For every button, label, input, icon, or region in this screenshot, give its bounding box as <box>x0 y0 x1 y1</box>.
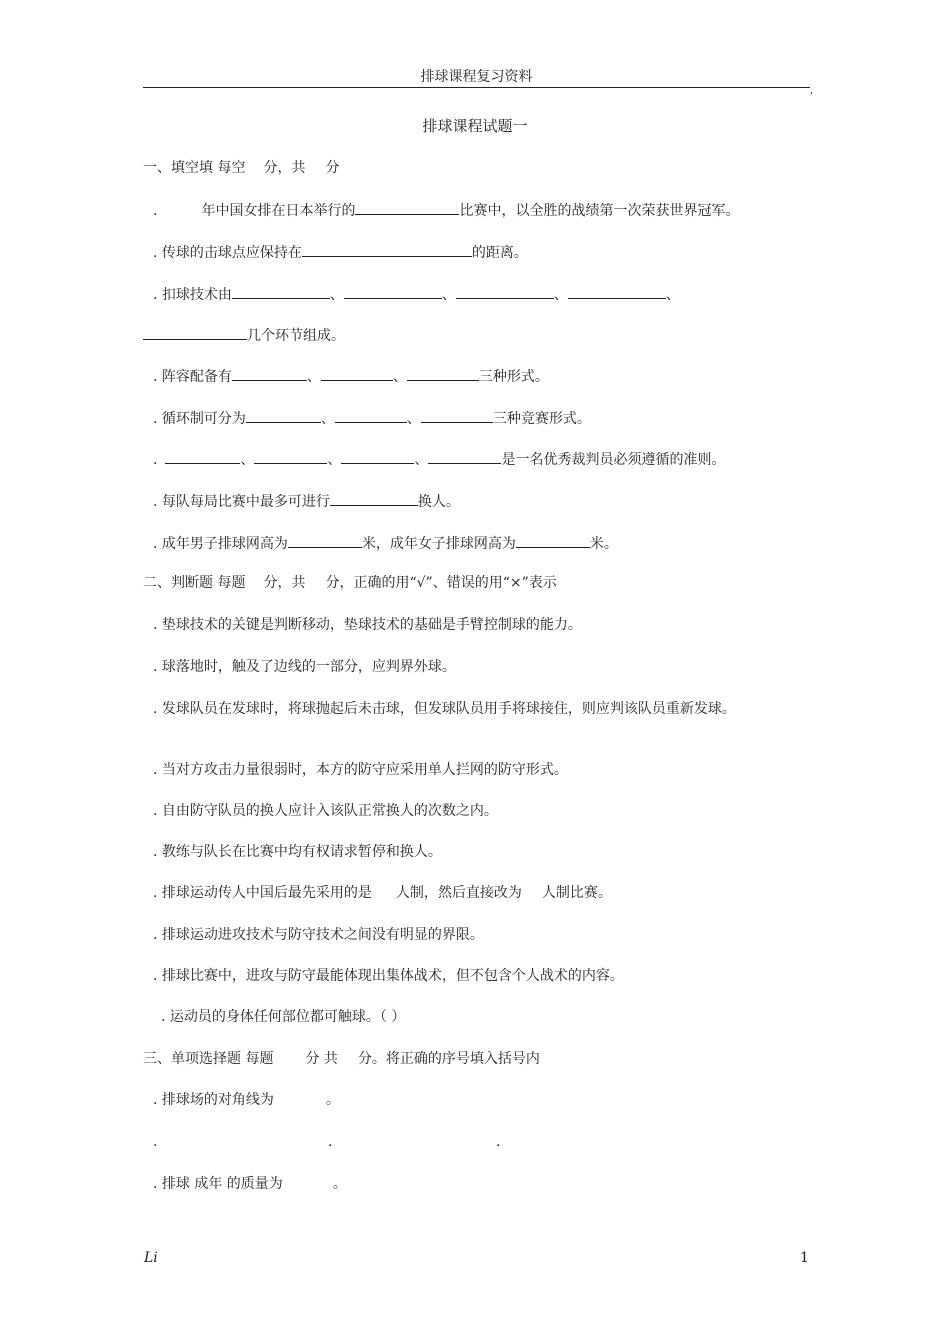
section3-heading-part: 三、单项选择题 每题 <box>143 1051 274 1067</box>
question-text: . 每队每局比赛中最多可进行 <box>153 494 330 510</box>
section2-heading-part: 分，正确的用“√”、错误的用“×”表示 <box>325 575 557 591</box>
section3-heading-part: 分 共 <box>305 1051 338 1067</box>
section1-heading <box>143 158 339 178</box>
question-text: 米。 <box>589 536 618 552</box>
question-text: . 排球场的对角线为 <box>153 1092 274 1108</box>
answer-blank[interactable] <box>232 284 330 299</box>
section1-heading-part: 一、填空填 每空 <box>143 160 246 176</box>
separator: 、 <box>392 369 407 385</box>
question-text: 人制，然后直接改为 <box>395 885 522 901</box>
page-number: 1 <box>800 1250 809 1266</box>
separator: 、 <box>441 287 456 303</box>
answer-blank[interactable] <box>341 449 414 464</box>
judge-item: . 垫球技术的关键是判断移动，垫球技术的基础是手臂控制球的能力。 <box>153 617 582 633</box>
separator: 、 <box>406 411 421 427</box>
answer-blank[interactable] <box>165 449 240 464</box>
judge-item: . 自由防守队员的换人应计入该队正常换人的次数之内。 <box>153 803 498 819</box>
question-text: 。 <box>332 1176 347 1192</box>
running-header: 排球课程复习资料 <box>420 69 533 85</box>
judge-item: . 教练与队长在比赛中均有权请求暂停和换人。 <box>153 844 442 860</box>
question-text: . 扣球技术由 <box>153 287 232 303</box>
answer-blank[interactable] <box>344 284 442 299</box>
question-text: 米，成年女子排球网高为 <box>361 536 516 552</box>
question-text: 的距离。 <box>471 245 528 261</box>
fill-question-3-continued <box>143 325 345 346</box>
section3-heading-part: 分。将正确的序号填入括号内 <box>357 1051 540 1067</box>
fill-question-5 <box>153 408 591 429</box>
answer-blank[interactable] <box>355 200 459 215</box>
section2-heading-part: 二、判断题 每题 <box>143 575 246 591</box>
question-text: 人制比赛。 <box>541 885 612 901</box>
separator: 、 <box>240 452 255 468</box>
answer-blank[interactable] <box>302 242 472 257</box>
separator: 、 <box>306 369 321 385</box>
page-title: 排球课程试题一 <box>422 117 528 135</box>
fill-question-1 <box>153 200 739 221</box>
separator: 、 <box>665 287 680 303</box>
question-text: 三种形式。 <box>478 369 549 385</box>
fill-question-2 <box>153 242 528 263</box>
question-text: 年中国女排在日本举行的 <box>201 203 356 219</box>
separator: 、 <box>553 287 568 303</box>
question-number: . <box>153 452 158 468</box>
answer-blank[interactable] <box>456 284 554 299</box>
answer-blank[interactable] <box>428 449 501 464</box>
header-rule <box>143 87 810 88</box>
section3-heading <box>143 1049 540 1069</box>
answer-blank[interactable] <box>421 408 493 423</box>
separator: 、 <box>414 452 429 468</box>
question-text: 三种竞赛形式。 <box>492 411 591 427</box>
answer-blank[interactable] <box>516 533 590 548</box>
judge-item: . 发球队员在发球时，将球抛起后未击球，但发球队员用手将球接住，则应判该队员重新发球。 <box>153 701 736 717</box>
fill-question-4 <box>153 366 549 387</box>
fill-question-3 <box>153 284 680 305</box>
separator: 、 <box>327 452 342 468</box>
answer-blank[interactable] <box>288 533 362 548</box>
question-text: . 阵容配备有 <box>153 369 232 385</box>
choice-option[interactable]: . <box>153 1134 158 1150</box>
fill-question-6 <box>153 449 725 470</box>
question-text: 几个环节组成。 <box>247 328 345 344</box>
fill-question-8 <box>153 533 618 554</box>
question-text: 换人。 <box>417 494 460 510</box>
judge-item: . 排球比赛中，进攻与防守最能体现出集体战术，但不包含个人战术的内容。 <box>153 968 624 984</box>
answer-blank[interactable] <box>232 366 307 381</box>
answer-blank[interactable] <box>321 366 393 381</box>
separator: 、 <box>329 287 344 303</box>
answer-blank[interactable] <box>330 491 418 506</box>
choice-option[interactable]: . <box>328 1134 333 1150</box>
footer-author: Li <box>144 1250 158 1266</box>
question-text: . 传球的击球点应保持在 <box>153 245 302 261</box>
judge-item: . 运动员的身体任何部位都可触球。（ ） <box>161 1009 406 1025</box>
header-tick: , <box>810 85 814 96</box>
question-text: 是一名优秀裁判员必须遵循的准则。 <box>501 452 726 468</box>
section1-heading-part: 分，共 <box>263 160 306 176</box>
choice-option[interactable]: . <box>496 1134 501 1150</box>
choice-question-1 <box>153 1090 340 1110</box>
question-text: . 成年男子排球网高为 <box>153 536 288 552</box>
answer-blank[interactable] <box>246 408 321 423</box>
question-text: . 排球 成年 的质量为 <box>153 1176 283 1192</box>
question-text: . 排球运动传人中国后最先采用的是 <box>153 885 372 901</box>
section1-heading-part: 分 <box>325 160 340 176</box>
judge-item: . 排球运动进攻技术与防守技术之间没有明显的界限。 <box>153 927 484 943</box>
question-text: . 循环制可分为 <box>153 411 246 427</box>
question-text: 。 <box>325 1092 340 1108</box>
question-text: 比赛中，以全胜的战绩第一次荣获世界冠军。 <box>459 203 740 219</box>
section2-heading <box>143 573 557 593</box>
answer-blank[interactable] <box>143 325 247 340</box>
choice-question-2 <box>153 1174 347 1194</box>
judge-item: . 当对方攻击力量很弱时，本方的防守应采用单人拦网的防守形式。 <box>153 762 568 778</box>
answer-blank[interactable] <box>568 284 666 299</box>
section2-heading-part: 分，共 <box>263 575 306 591</box>
fill-question-7 <box>153 491 460 512</box>
question-number: . <box>153 203 158 219</box>
answer-blank[interactable] <box>254 449 327 464</box>
judge-item <box>153 883 612 903</box>
answer-blank[interactable] <box>335 408 407 423</box>
separator: 、 <box>320 411 335 427</box>
answer-blank[interactable] <box>407 366 479 381</box>
judge-item: . 球落地时，触及了边线的一部分，应判界外球。 <box>153 659 456 675</box>
